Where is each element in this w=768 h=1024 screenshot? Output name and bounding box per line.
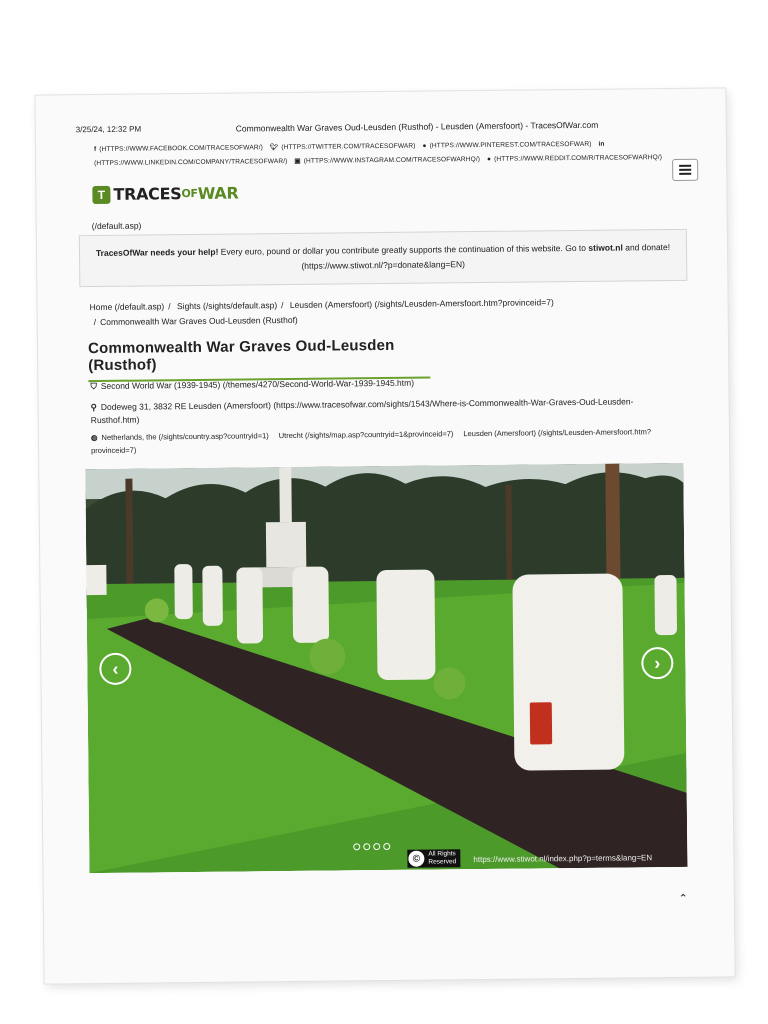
linkedin-icon-link[interactable] [598, 141, 607, 148]
print-date: 3/25/24, 12:32 PM [75, 124, 142, 135]
license-link[interactable]: https://www.stiwot.nl/index.php?p=terms&lang=EN [473, 853, 653, 865]
twitter-link[interactable]: 🐦︎ (HTTPS://TWITTER.COM/TRACESOFWAR) [269, 142, 416, 152]
country-link[interactable]: Netherlands, the (/sights/country.asp?countryid=1) [101, 431, 269, 442]
slider-dot[interactable] [363, 843, 370, 850]
breadcrumb-separator: / [93, 317, 97, 328]
breadcrumb-home[interactable]: Home (/default.asp) [89, 301, 165, 313]
breadcrumb-sights[interactable]: Sights (/sights/default.asp) [176, 300, 278, 312]
copyright-badge [407, 849, 460, 868]
location-row [91, 425, 679, 457]
print-header [75, 119, 686, 135]
reddit-icon: ● [486, 155, 492, 163]
slider-prev-button[interactable] [99, 653, 131, 685]
globe-icon: ◍ [90, 433, 98, 443]
printed-page [35, 88, 734, 983]
donate-heading: TracesOfWar needs your help! [95, 246, 219, 259]
print-title: Commonwealth War Graves Oud-Leusden (Rusthof) - Leusden (Amersfoort) - TracesOfWar.com [235, 119, 599, 134]
breadcrumb-leusden[interactable]: Leusden (Amersfoort) (/sights/Leusden-Amersfoort.htm?provinceid=7) [289, 297, 554, 310]
logo-text-traces: TRACES [113, 184, 182, 204]
breadcrumb-current: Commonwealth War Graves Oud-Leusden (Rusthof) [100, 314, 298, 327]
reddit-link[interactable]: ● (HTTPS://WWW.REDDIT.COM/R/TRACESOFWARHQ/) [486, 154, 663, 163]
logo-text-war: WAR [197, 183, 239, 203]
pinterest-link[interactable]: ● (HTTPS://WWW.PINTEREST.COM/TRACESOFWAR) [422, 140, 592, 150]
facebook-icon: f [93, 146, 97, 154]
address-row [91, 395, 679, 427]
slider-dot[interactable] [383, 843, 390, 850]
slider-dot[interactable] [353, 843, 360, 850]
menu-bar-icon [679, 169, 691, 171]
menu-bar-icon [679, 173, 691, 175]
chevron-right-icon: › [654, 652, 661, 673]
donate-banner [79, 229, 688, 287]
copyright-icon: © [408, 851, 424, 867]
slider-dot[interactable] [373, 843, 380, 850]
donate-site-link[interactable]: stiwot.nl [588, 242, 623, 253]
address-link[interactable]: Dodeweg 31, 3832 RE Leusden (Amersfoort) (https://www.tracesofwar.com/sights/1543/Where-is-Commonwealth-War-Graves-Oud-Leusden-Rusthof.htm) [90, 396, 634, 426]
province-link[interactable]: Utrecht (/sights/map.asp?countryid=1&provinceid=7) [278, 429, 454, 441]
cemetery-photo [85, 463, 687, 873]
chevron-left-icon: ‹ [112, 658, 119, 679]
linkedin-link[interactable]: (HTTPS://WWW.LINKEDIN.COM/COMPANY/TRACESOFWAR/) [94, 158, 288, 168]
copyright-line-2: Reserved [428, 858, 457, 866]
social-links [94, 137, 686, 171]
copyright-line-1: All Rights [428, 850, 456, 858]
site-logo[interactable] [92, 184, 238, 205]
instagram-icon: ▣ [294, 157, 301, 165]
home-link[interactable]: (/default.asp) [91, 220, 142, 232]
chevron-up-icon: ⌃ [678, 892, 688, 905]
pinterest-icon: ● [422, 142, 427, 150]
page-title: Commonwealth War Graves Oud-Leusden (Rusthof) [88, 337, 430, 383]
breadcrumb-separator: / [281, 300, 284, 311]
logo-badge-icon: T [92, 185, 110, 203]
facebook-link[interactable]: f (HTTPS://WWW.FACEBOOK.COM/TRACESOFWAR/) [93, 144, 263, 154]
theme-link[interactable]: Second World War (1939-1945) (/themes/4270/Second-World-War-1939-1945.htm) [100, 377, 415, 391]
breadcrumb-separator: / [168, 301, 171, 312]
tags-icon: ⛉ [90, 381, 97, 392]
menu-bar-icon [679, 165, 691, 167]
slider-next-button[interactable] [641, 647, 673, 679]
donate-text: Every euro, pound or dollar you contribute greatly supports the continuation of this website. Go to [218, 242, 589, 257]
instagram-link[interactable]: ▣ (HTTPS://WWW.INSTAGRAM.COM/TRACESOFWARHQ/) [294, 155, 481, 165]
twitter-icon: 🐦︎ [269, 144, 279, 152]
donate-text-2[interactable]: and donate! (https://www.stiwot.nl/?p=donate&lang=EN) [301, 241, 671, 271]
map-pin-icon: ⚲ [90, 402, 97, 413]
logo-text-of: OF [181, 186, 198, 201]
linkedin-icon: in [598, 140, 605, 148]
breadcrumb [90, 294, 668, 330]
city-link[interactable]: Leusden (Amersfoort) (/sights/Leusden-Amersfoort.htm?provinceid=7) [91, 427, 652, 456]
hamburger-menu-button[interactable] [672, 159, 698, 181]
photo-slider[interactable] [85, 463, 687, 873]
slider-dots [353, 843, 390, 850]
scroll-to-top-button[interactable] [679, 892, 688, 905]
